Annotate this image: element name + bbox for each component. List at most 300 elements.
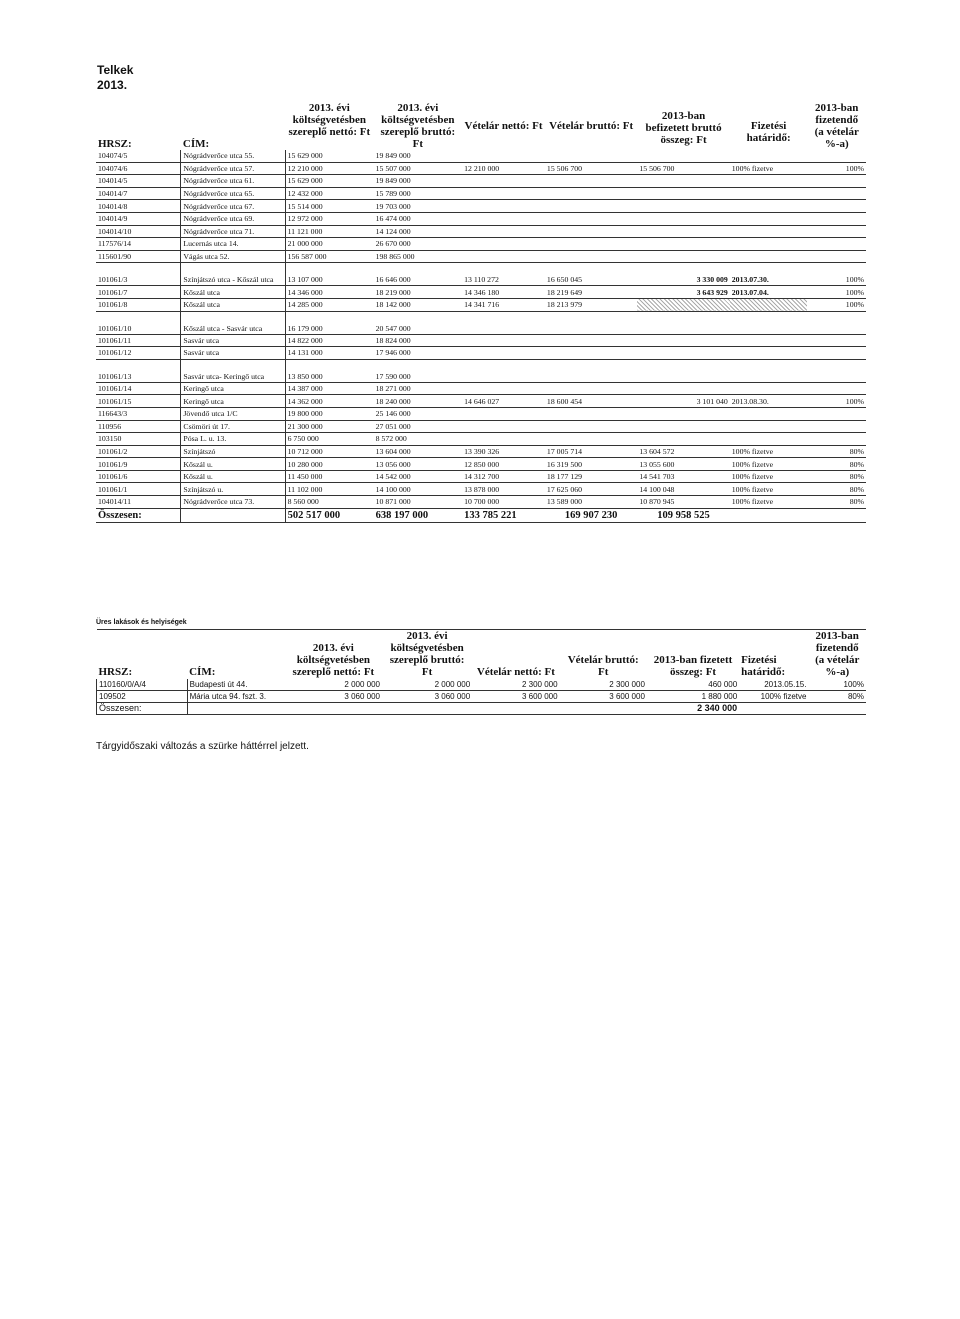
cell-brutto: 18 824 000	[374, 334, 463, 347]
cell-vetelar-brutto	[545, 250, 637, 263]
header-cim: CÍM:	[182, 138, 210, 150]
cell-vetelar-netto: 14 646 027	[462, 395, 545, 408]
cell-vetelar-netto: 12 850 000	[462, 458, 545, 471]
cell-cim: Sasvár utca- Keringő utca	[181, 359, 285, 382]
header-hrsz: HRSZ:	[98, 138, 132, 150]
table-row	[96, 359, 866, 382]
header-vetelar-netto: Vételár nettó: Ft	[464, 120, 543, 132]
cell-vetelar-brutto	[545, 420, 637, 433]
total-cim-cell	[181, 508, 285, 522]
cell-hatarido: 100% fizetve	[730, 496, 808, 509]
cell-cim: Nógrádverőce utca 57.	[181, 162, 285, 175]
cell-vetelar-brutto: 17 005 714	[545, 445, 637, 458]
table-row	[96, 483, 866, 496]
cell-cim: Nógrádverőce utca 55.	[181, 150, 285, 162]
cell-befizetett	[637, 212, 729, 225]
cell-vetelar-netto: 3 600 000	[472, 691, 559, 703]
cell-netto: 11 121 000	[285, 225, 374, 238]
cell-netto: 11 450 000	[285, 470, 374, 483]
header-vetelar-brutto: Vételár bruttó: Ft	[567, 654, 639, 678]
table-row	[96, 187, 866, 200]
cell-vetelar-netto	[462, 150, 545, 162]
cell-netto: 156 587 000	[285, 250, 374, 263]
cell-hatarido	[730, 347, 808, 360]
cell-netto: 14 131 000	[285, 347, 374, 360]
cell-vetelar-netto	[462, 420, 545, 433]
cell-vetelar-netto: 14 312 700	[462, 470, 545, 483]
cell-cim: Nógrádverőce utca 65.	[181, 187, 285, 200]
cell-fizetendo: 100%	[807, 263, 866, 286]
cell-vetelar-brutto	[545, 200, 637, 213]
cell-hatarido	[730, 212, 808, 225]
total-empty-4	[472, 703, 559, 715]
cell-cim: Kőszál utca - Sasvár utca	[181, 311, 285, 334]
cell-netto: 13 850 000	[285, 359, 374, 382]
cell-befizetett	[637, 187, 729, 200]
cell-fizetendo: 100%	[807, 162, 866, 175]
cell-befizetett: 10 870 945	[637, 496, 729, 509]
cell-cim: Nógrádverőce utca 69.	[181, 212, 285, 225]
cell-vetelar-netto: 13 390 326	[462, 445, 545, 458]
cell-brutto: 27 051 000	[374, 420, 463, 433]
cell-hatarido	[730, 433, 808, 446]
table-row	[96, 175, 866, 188]
cell-vetelar-brutto	[545, 433, 637, 446]
cell-vetelar-brutto	[545, 225, 637, 238]
cell-befizetett	[637, 238, 729, 251]
cell-hrsz: 104014/8	[96, 200, 181, 213]
cell-netto: 14 387 000	[285, 382, 374, 395]
table-row	[96, 407, 866, 420]
cell-netto: 21 300 000	[285, 420, 374, 433]
table-row	[96, 263, 866, 286]
cell-brutto: 20 547 000	[374, 311, 463, 334]
table-row	[96, 470, 866, 483]
header-hatarido: Fizetési határidő:	[741, 654, 786, 678]
cell-fizetendo	[807, 238, 866, 251]
cell-befizetett	[637, 225, 729, 238]
cell-netto: 6 750 000	[285, 433, 374, 446]
table-row	[96, 458, 866, 471]
cell-cim: Mária utca 94. fszt. 3.	[187, 691, 285, 703]
cell-hrsz: 116643/3	[96, 407, 181, 420]
cell-hatarido: 2013.08.30.	[730, 395, 808, 408]
header-hatarido: Fizetési határidő:	[746, 120, 791, 144]
total-label: Összesen:	[97, 703, 188, 715]
cell-hrsz: 104014/5	[96, 175, 181, 188]
lakasok-table	[96, 629, 866, 715]
footnote: Tárgyidőszaki változás a szürke háttérrel jelzett.	[96, 741, 309, 752]
cell-cim: Budapesti út 44.	[187, 679, 285, 691]
cell-cim: Kőszál utca	[181, 286, 285, 299]
cell-vetelar-brutto: 17 625 060	[545, 483, 637, 496]
cell-hrsz: 101061/11	[96, 334, 181, 347]
cell-brutto: 14 542 000	[374, 470, 463, 483]
cell-hrsz: 104074/6	[96, 162, 181, 175]
cell-vetelar-brutto	[545, 150, 637, 162]
cell-befizetett: 1 880 000	[647, 691, 739, 703]
table-row	[96, 250, 866, 263]
header-fizetendo: 2013-ban fizetendő (a vételár %-a)	[815, 630, 860, 678]
cell-cim: Színjátszó u.	[181, 483, 285, 496]
cell-hrsz: 104074/5	[96, 150, 181, 162]
table-row	[96, 286, 866, 299]
cell-vetelar-brutto	[545, 238, 637, 251]
cell-befizetett: 13 055 600	[637, 458, 729, 471]
cell-vetelar-brutto: 16 319 500	[545, 458, 637, 471]
cell-netto: 12 432 000	[285, 187, 374, 200]
cell-befizetett	[637, 175, 729, 188]
header-netto: 2013. évi költségvetésben szereplő nettó: Ft	[292, 642, 375, 678]
cell-hatarido: 100% fizetve	[730, 162, 808, 175]
cell-vetelar-netto: 2 300 000	[472, 679, 559, 691]
total-brutto: 638 197 000	[374, 508, 463, 522]
cell-vetelar-brutto: 18 600 454	[545, 395, 637, 408]
cell-befizetett	[637, 311, 729, 334]
cell-befizetett	[637, 433, 729, 446]
cell-hatarido	[730, 175, 808, 188]
cell-vetelar-brutto	[545, 212, 637, 225]
cell-hrsz: 104014/7	[96, 187, 181, 200]
cell-cim: Vágás utca 52.	[181, 250, 285, 263]
cell-befizetett	[637, 298, 729, 311]
cell-brutto: 15 789 000	[374, 187, 463, 200]
cell-netto: 8 560 000	[285, 496, 374, 509]
total-vetelar-netto: 133 785 221	[462, 508, 545, 522]
cell-fizetendo	[807, 420, 866, 433]
cell-fizetendo: 80%	[807, 483, 866, 496]
cell-fizetendo	[807, 433, 866, 446]
cell-vetelar-netto: 13 878 000	[462, 483, 545, 496]
cell-vetelar-netto	[462, 175, 545, 188]
cell-vetelar-netto: 14 341 716	[462, 298, 545, 311]
cell-brutto: 19 849 000	[374, 175, 463, 188]
table-row	[96, 347, 866, 360]
cell-befizetett: 15 506 700	[637, 162, 729, 175]
cell-hatarido: 100% fizetve	[730, 445, 808, 458]
cell-cim: Nógrádverőce utca 61.	[181, 175, 285, 188]
cell-netto: 14 362 000	[285, 395, 374, 408]
cell-hrsz: 101061/8	[96, 298, 181, 311]
table-row	[96, 433, 866, 446]
table-row	[96, 334, 866, 347]
cell-befizetett: 3 330 009	[637, 263, 729, 286]
section-title: Üres lakások és helyiségek	[96, 619, 187, 626]
cell-cim: Kőszál utca	[181, 298, 285, 311]
page-title: Telkek	[97, 63, 134, 77]
cell-vetelar-netto	[462, 382, 545, 395]
cell-netto: 14 346 000	[285, 286, 374, 299]
cell-hatarido: 100% fizetve	[730, 483, 808, 496]
cell-befizetett	[637, 407, 729, 420]
cell-hatarido	[730, 238, 808, 251]
cell-hrsz: 101061/10	[96, 311, 181, 334]
cell-brutto: 13 604 000	[374, 445, 463, 458]
total-vetelar-brutto: 169 907 230	[545, 508, 637, 522]
cell-hrsz: 117576/14	[96, 238, 181, 251]
cell-netto: 15 629 000	[285, 150, 374, 162]
cell-vetelar-netto	[462, 250, 545, 263]
cell-netto: 10 280 000	[285, 458, 374, 471]
cell-fizetendo	[807, 187, 866, 200]
cell-brutto: 18 240 000	[374, 395, 463, 408]
cell-fizetendo	[807, 175, 866, 188]
cell-hatarido: 100% fizetve	[739, 691, 808, 703]
cell-hatarido: 2013.05.15.	[739, 679, 808, 691]
cell-fizetendo	[807, 250, 866, 263]
total-label: Összesen:	[96, 508, 181, 522]
cell-befizetett: 14 100 048	[637, 483, 729, 496]
cell-hatarido: 2013.07.04.	[730, 286, 808, 299]
cell-fizetendo	[807, 200, 866, 213]
total-row	[96, 508, 866, 522]
cell-fizetendo: 80%	[807, 458, 866, 471]
cell-netto: 14 285 000	[285, 298, 374, 311]
cell-netto: 14 822 000	[285, 334, 374, 347]
cell-fizetendo	[807, 150, 866, 162]
cell-fizetendo: 100%	[807, 298, 866, 311]
cell-fizetendo	[807, 311, 866, 334]
cell-fizetendo	[807, 407, 866, 420]
cell-hrsz: 101061/2	[96, 445, 181, 458]
cell-befizetett	[637, 359, 729, 382]
cell-netto: 12 210 000	[285, 162, 374, 175]
cell-hatarido	[730, 150, 808, 162]
cell-cim: Sasvár utca	[181, 334, 285, 347]
telkek-table	[96, 102, 866, 523]
cell-netto: 2 000 000	[285, 679, 382, 691]
cell-brutto: 14 124 000	[374, 225, 463, 238]
cell-fizetendo	[807, 359, 866, 382]
cell-hrsz: 101061/1	[96, 483, 181, 496]
cell-cim: Nógrádverőce utca 73.	[181, 496, 285, 509]
table-row	[96, 150, 866, 162]
cell-fizetendo	[807, 382, 866, 395]
cell-fizetendo	[807, 334, 866, 347]
table-row	[97, 691, 867, 703]
header-befizetett: 2013-ban befizetett bruttó összeg: Ft	[645, 110, 722, 146]
lakasok-table-body	[97, 679, 867, 703]
cell-brutto: 25 146 000	[374, 407, 463, 420]
cell-hatarido	[730, 200, 808, 213]
cell-befizetett: 3 643 929	[637, 286, 729, 299]
table-row	[96, 420, 866, 433]
cell-brutto: 17 946 000	[374, 347, 463, 360]
cell-vetelar-netto	[462, 187, 545, 200]
cell-hrsz: 101061/15	[96, 395, 181, 408]
total-empty-1	[187, 703, 285, 715]
cell-fizetendo: 100%	[807, 286, 866, 299]
cell-befizetett: 14 541 703	[637, 470, 729, 483]
cell-fizetendo: 80%	[807, 496, 866, 509]
cell-vetelar-brutto: 13 589 000	[545, 496, 637, 509]
cell-hrsz: 104014/11	[96, 496, 181, 509]
table-row	[96, 496, 866, 509]
cell-fizetendo: 80%	[807, 445, 866, 458]
cell-hatarido	[730, 225, 808, 238]
header-hrsz: HRSZ:	[98, 666, 133, 678]
total-empty-7	[808, 703, 866, 715]
table-row	[97, 679, 867, 691]
cell-hatarido: 100% fizetve	[730, 458, 808, 471]
cell-hrsz: 101061/14	[96, 382, 181, 395]
header-vetelar-brutto: Vételár bruttó: Ft	[549, 120, 634, 132]
header-row	[97, 630, 867, 680]
cell-brutto: 10 871 000	[374, 496, 463, 509]
total-befizetett: 109 958 525	[637, 508, 729, 522]
cell-hrsz: 115601/90	[96, 250, 181, 263]
cell-hatarido: 2013.07.30.	[730, 263, 808, 286]
cell-brutto: 17 590 000	[374, 359, 463, 382]
cell-vetelar-brutto	[545, 311, 637, 334]
total-empty-5	[560, 703, 647, 715]
header-brutto: 2013. évi költségvetésben szereplő bruttó: Ft	[380, 102, 456, 150]
cell-netto: 10 712 000	[285, 445, 374, 458]
table-row	[96, 238, 866, 251]
cell-cim: Lucernás utca 14.	[181, 238, 285, 251]
cell-hrsz: 110956	[96, 420, 181, 433]
cell-hatarido	[730, 407, 808, 420]
cell-vetelar-brutto: 16 650 045	[545, 263, 637, 286]
cell-vetelar-brutto	[545, 359, 637, 382]
cell-hatarido	[730, 420, 808, 433]
cell-vetelar-netto	[462, 407, 545, 420]
total-hatarido-cell	[730, 508, 808, 522]
total-netto: 502 517 000	[285, 508, 374, 522]
cell-brutto: 16 474 000	[374, 212, 463, 225]
table-row	[96, 311, 866, 334]
cell-vetelar-netto	[462, 200, 545, 213]
cell-hrsz: 101061/7	[96, 286, 181, 299]
cell-brutto: 13 056 000	[374, 458, 463, 471]
cell-vetelar-netto	[462, 212, 545, 225]
cell-befizetett	[637, 420, 729, 433]
cell-befizetett: 3 101 040	[637, 395, 729, 408]
cell-brutto: 14 100 000	[374, 483, 463, 496]
cell-befizetett: 13 604 572	[637, 445, 729, 458]
table-row	[96, 225, 866, 238]
cell-hrsz: 101061/9	[96, 458, 181, 471]
cell-hatarido	[730, 382, 808, 395]
cell-cim: Sasvár utca	[181, 347, 285, 360]
cell-hatarido: 100% fizetve	[730, 470, 808, 483]
cell-cim: Keringő utca	[181, 395, 285, 408]
table-row	[96, 298, 866, 311]
cell-hrsz: 101061/12	[96, 347, 181, 360]
cell-vetelar-netto	[462, 334, 545, 347]
cell-vetelar-netto	[462, 359, 545, 382]
cell-vetelar-brutto	[545, 407, 637, 420]
cell-fizetendo	[807, 347, 866, 360]
total-empty-6	[739, 703, 808, 715]
cell-hatarido	[730, 250, 808, 263]
cell-befizetett	[637, 334, 729, 347]
header-row	[96, 102, 866, 150]
cell-netto: 19 800 000	[285, 407, 374, 420]
cell-hatarido	[730, 359, 808, 382]
table-row	[96, 162, 866, 175]
cell-brutto: 16 646 000	[374, 263, 463, 286]
cell-netto: 16 179 000	[285, 311, 374, 334]
cell-cim: Színjátszó	[181, 445, 285, 458]
cell-fizetendo	[807, 225, 866, 238]
cell-brutto: 18 271 000	[374, 382, 463, 395]
cell-hrsz: 101061/3	[96, 263, 181, 286]
cell-vetelar-netto	[462, 347, 545, 360]
cell-brutto: 198 865 000	[374, 250, 463, 263]
header-brutto: 2013. évi költségvetésben szereplő bruttó: Ft	[389, 630, 465, 678]
cell-befizetett	[637, 150, 729, 162]
cell-fizetendo: 80%	[808, 691, 866, 703]
table-row	[96, 200, 866, 213]
cell-hrsz: 110160/0/A/4	[97, 679, 188, 691]
cell-brutto: 26 670 000	[374, 238, 463, 251]
cell-netto: 13 107 000	[285, 263, 374, 286]
cell-brutto: 8 572 000	[374, 433, 463, 446]
cell-fizetendo: 80%	[807, 470, 866, 483]
cell-vetelar-netto: 10 700 000	[462, 496, 545, 509]
cell-befizetett	[637, 200, 729, 213]
cell-fizetendo: 100%	[807, 395, 866, 408]
cell-fizetendo	[807, 212, 866, 225]
cell-hatarido	[730, 298, 808, 311]
header-cim: CÍM:	[189, 666, 216, 678]
header-vetelar-netto: Vételár nettó: Ft	[476, 666, 555, 678]
table-row	[96, 445, 866, 458]
cell-vetelar-brutto	[545, 334, 637, 347]
cell-hrsz: 104014/10	[96, 225, 181, 238]
header-befizetett: 2013-ban fizetett összeg: Ft	[653, 654, 733, 678]
cell-netto: 3 060 000	[285, 691, 382, 703]
cell-befizetett	[637, 250, 729, 263]
cell-brutto: 18 219 000	[374, 286, 463, 299]
cell-vetelar-brutto: 2 300 000	[560, 679, 647, 691]
cell-vetelar-netto	[462, 433, 545, 446]
cell-vetelar-brutto: 15 506 700	[545, 162, 637, 175]
cell-cim: Csömöri út 17.	[181, 420, 285, 433]
cell-cim: Kőszál u.	[181, 458, 285, 471]
cell-hrsz: 103150	[96, 433, 181, 446]
cell-vetelar-brutto	[545, 382, 637, 395]
cell-vetelar-brutto: 18 177 129	[545, 470, 637, 483]
cell-cim: Jövendő utca 1/C	[181, 407, 285, 420]
cell-vetelar-netto	[462, 311, 545, 334]
cell-hatarido	[730, 311, 808, 334]
cell-brutto: 19 703 000	[374, 200, 463, 213]
cell-cim: Nógrádverőce utca 67.	[181, 200, 285, 213]
total-empty-3	[382, 703, 472, 715]
cell-cim: Kőszál u.	[181, 470, 285, 483]
cell-hatarido	[730, 187, 808, 200]
cell-cim: Színjátszó utca - Kőszál utca	[181, 263, 285, 286]
cell-netto: 12 972 000	[285, 212, 374, 225]
cell-vetelar-brutto: 3 600 000	[560, 691, 647, 703]
cell-vetelar-brutto	[545, 175, 637, 188]
page-year: 2013.	[97, 78, 128, 92]
cell-brutto: 19 849 000	[374, 150, 463, 162]
telkek-table-body	[96, 150, 866, 508]
cell-netto: 21 000 000	[285, 238, 374, 251]
header-netto: 2013. évi költségvetésben szereplő nettó: Ft	[288, 102, 371, 138]
total-fizetendo-cell	[807, 508, 866, 522]
cell-netto: 15 629 000	[285, 175, 374, 188]
cell-cim: Keringő utca	[181, 382, 285, 395]
cell-vetelar-netto: 13 110 272	[462, 263, 545, 286]
cell-vetelar-brutto: 18 213 979	[545, 298, 637, 311]
cell-hrsz: 109502	[97, 691, 188, 703]
cell-hatarido	[730, 334, 808, 347]
total-row	[97, 703, 867, 715]
